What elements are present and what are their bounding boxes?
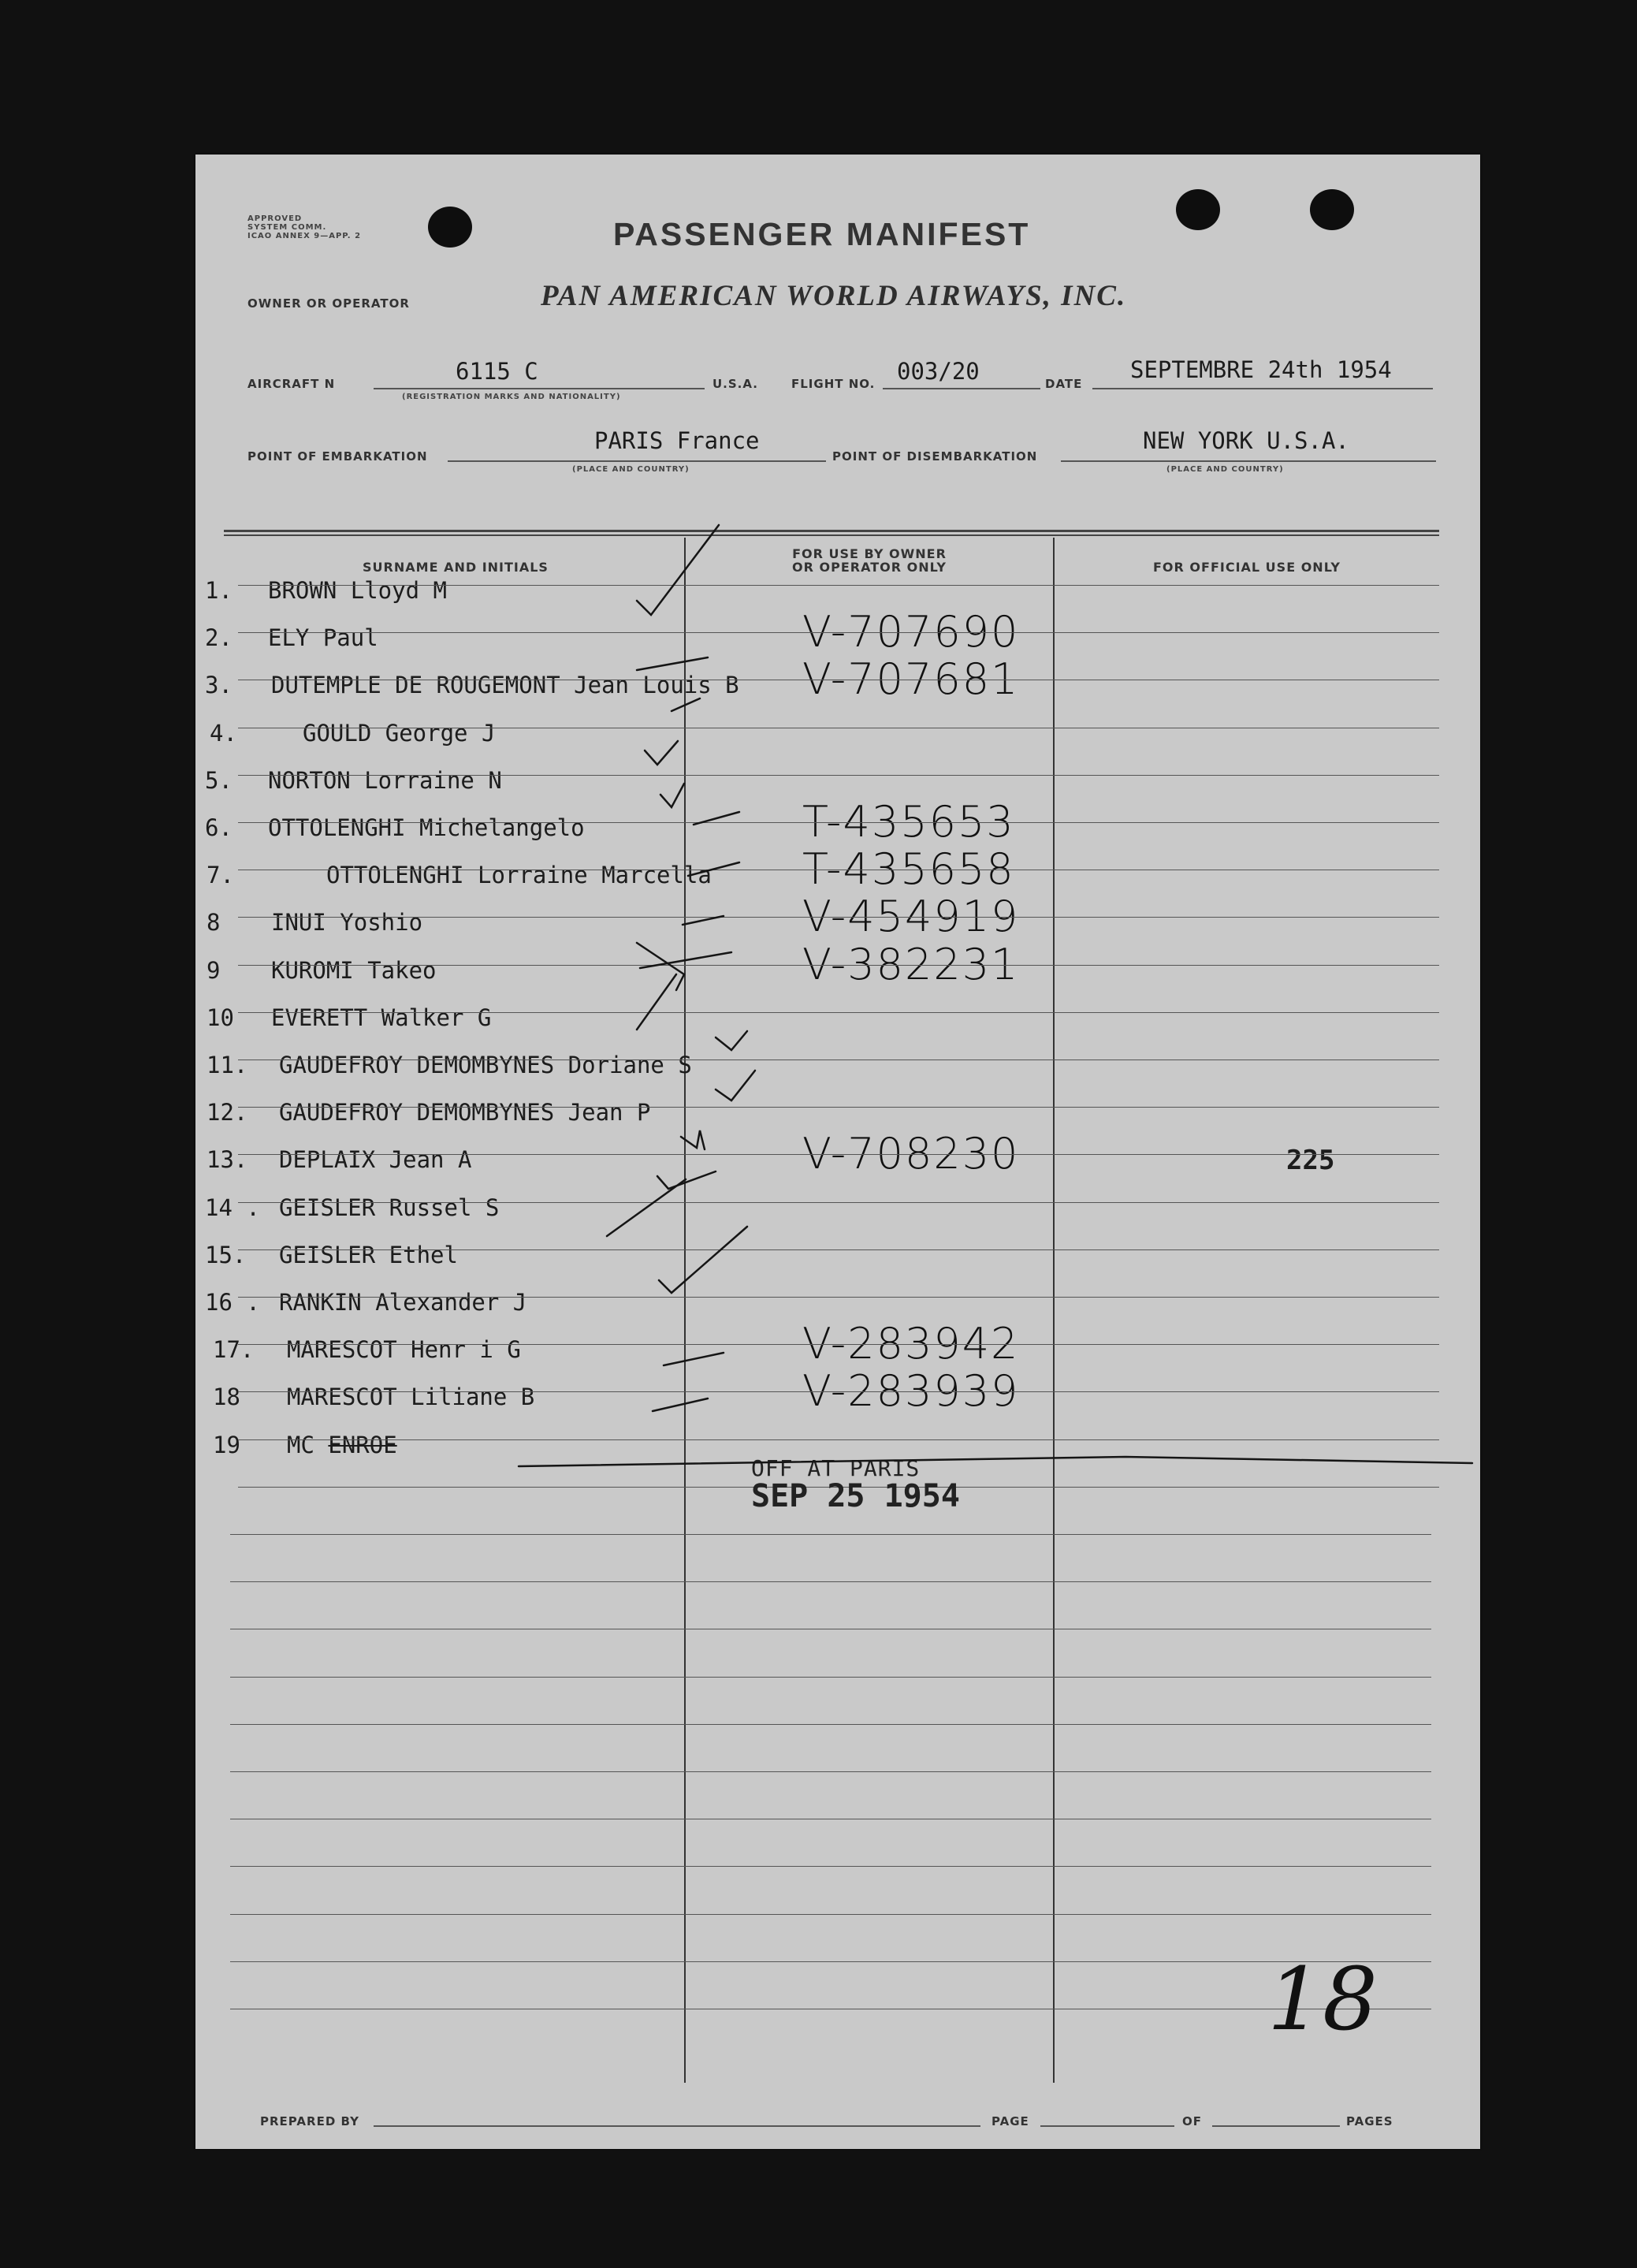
col-header-operator [686,547,1053,574]
row-rule [230,1534,1431,1535]
document-number: V-707690 [802,607,1020,657]
passenger-name [271,672,739,698]
flight-value: 003/20 [897,358,980,385]
flight-label: FLIGHT NO. [791,377,876,391]
row-number: 9 [206,956,221,984]
registration-note: (REGISTRATION MARKS AND NATIONALITY) [402,393,621,401]
check-mark [607,1179,686,1236]
passenger-name [287,1384,534,1410]
passenger-name-text: ELY Paul [268,624,378,652]
punch-hole [428,207,472,248]
embark-value: PARIS France [594,427,760,454]
row-number: 16 . [205,1289,260,1316]
row-rule [238,917,1439,918]
check-mark [672,698,700,711]
passenger-name [268,814,585,841]
row-number: 3. [205,672,233,699]
passenger-name [271,909,422,936]
passenger-name-text: MARESCOT Henr i G [287,1336,521,1364]
passenger-name [279,1242,458,1268]
prepared-by-line [374,2125,980,2127]
off-at-paris-stamp [751,1455,960,1514]
row-rule [238,822,1439,823]
check-mark [637,974,676,1030]
passenger-name-text: OTTOLENGHI Lorraine Marcella [326,862,712,889]
document-number: V-454919 [802,892,1020,942]
column-divider [1053,538,1055,2083]
row-rule [230,1866,1431,1867]
document-number: V-707681 [802,654,1020,705]
row-number: 8 [206,909,221,937]
row-number: 1. [205,577,233,604]
date-line [1092,388,1433,389]
stamp-line2: SEP 25 1954 [751,1478,960,1514]
stamp-line1: OFF AT PARIS [751,1455,921,1481]
row-number: 18 [213,1384,240,1411]
manifest-sheet [195,155,1480,2149]
passenger-name-text: GOULD George J [303,719,496,747]
passenger-name-text: INUI Yoshio [271,909,423,937]
approval-line: SYSTEM COMM. [247,223,327,232]
passenger-name-text: OTTOLENGHI Michelangelo [268,814,585,841]
row-number: 12. [206,1099,248,1127]
page-note: 18 [1267,1949,1378,2050]
check-mark [653,1398,708,1411]
passenger-name [271,957,437,984]
page-line [1040,2125,1174,2127]
row-rule [238,1391,1439,1392]
table-top-rule [224,534,1439,536]
passenger-name [279,1146,471,1173]
passenger-name-text: GEISLER Ethel [279,1241,458,1268]
passenger-name-text: DUTEMPLE DE ROUGEMONT Jean Louis B [271,672,739,699]
aircraft-line [374,388,705,389]
official-value: 225 [1286,1145,1335,1177]
row-rule [230,1771,1431,1772]
passenger-name [279,1099,650,1126]
place-note: (PLACE AND COUNTRY) [572,465,690,474]
row-number: 15. [205,1241,247,1268]
row-number: 7. [206,862,234,889]
row-number: 4. [210,719,237,747]
passenger-name [279,1052,692,1078]
prepared-by-label: PREPARED BY [260,2114,359,2128]
check-mark [664,1353,724,1365]
of-label: OF [1182,2114,1202,2128]
row-rule [238,1249,1439,1250]
place-note: (PLACE AND COUNTRY) [1166,465,1284,474]
row-rule [230,1677,1431,1678]
col-header-surname: SURNAME AND INITIALS [363,560,549,575]
row-rule [238,1107,1439,1108]
passenger-name [279,1194,499,1221]
passenger-name-text: MARESCOT Liliane B [287,1384,535,1411]
passenger-name-text: EVERETT Walker G [271,1004,492,1031]
disembark-value: NEW YORK U.S.A. [1143,427,1349,454]
form-title: PASSENGER MANIFEST [613,216,1031,252]
passenger-name-text: GEISLER Russel S [279,1194,500,1221]
row-rule [238,1297,1439,1298]
embark-line [448,460,826,462]
approval-line: ICAO ANNEX 9—APP. 2 [247,232,362,240]
row-rule [230,1961,1431,1962]
row-number: 14 . [205,1194,260,1221]
date-value: SEPTEMBRE 24th 1954 [1130,356,1392,383]
passenger-name-text: DEPLAIX Jean A [279,1146,472,1174]
row-number: 19 [213,1431,240,1458]
row-rule [238,1439,1439,1440]
passenger-name-text: GAUDEFROY DEMOMBYNES Jean P [279,1099,651,1127]
col-header-line: OR OPERATOR ONLY [792,560,947,575]
passenger-name-text: NORTON Lorraine N [268,766,502,794]
check-mark [657,1171,716,1189]
passenger-name [271,1004,491,1031]
disembark-line [1061,460,1436,462]
disembark-label: POINT OF DISEMBARKATION [832,449,1038,464]
passenger-name [287,1432,397,1458]
row-rule [238,632,1439,633]
aircraft-label: AIRCRAFT N [247,377,336,391]
approval-line: APPROVED [247,214,303,223]
check-mark [637,657,708,670]
row-rule [230,1724,1431,1725]
row-number: 13. [206,1146,248,1174]
passenger-name [287,1336,521,1363]
column-divider [684,538,686,2083]
row-rule [238,1344,1439,1345]
row-number: 2. [205,624,233,652]
passenger-name [279,1289,526,1316]
aircraft-value: 6115 C [456,358,538,385]
owner-value: PAN AMERICAN WORLD AIRWAYS, INC. [541,280,1127,312]
document-number: V-708230 [802,1129,1020,1179]
row-number: 11. [206,1052,248,1078]
passenger-name [268,624,378,651]
punch-hole [1310,189,1354,230]
row-rule [238,1202,1439,1203]
usa-label: U.S.A. [712,377,758,391]
passenger-name-text: BROWN Lloyd M [268,577,447,604]
row-rule [238,775,1439,776]
document-number: V-283939 [802,1366,1020,1417]
document-number: V-382231 [802,939,1020,989]
check-mark [645,741,678,765]
row-rule [230,1581,1431,1582]
approval-stamp [247,214,361,240]
flight-line [883,388,1040,389]
of-line [1212,2125,1340,2127]
document-number: T-435658 [802,844,1015,895]
passenger-name [268,767,502,794]
check-mark [660,784,684,807]
row-rule [238,1154,1439,1155]
pages-label: PAGES [1346,2114,1393,2128]
passenger-name [303,720,495,747]
date-label: DATE [1045,377,1083,391]
struck-name-text: ENROE [328,1431,397,1458]
check-mark [716,1071,755,1100]
passenger-name-text: MC [287,1431,314,1458]
page-label: PAGE [992,2114,1029,2128]
passenger-name-text: GAUDEFROY DEMOMBYNES Doriane S [279,1052,692,1078]
col-header-official: FOR OFFICIAL USE ONLY [1153,560,1341,575]
row-number: 6. [205,814,233,841]
table-top-rule [224,530,1439,532]
document-number: T-435653 [802,797,1015,847]
row-rule [238,965,1439,966]
row-number: 5. [205,766,233,794]
check-mark [716,1031,747,1050]
check-mark [519,1457,1472,1466]
check-mark [659,1227,747,1293]
owner-label: OWNER OR OPERATOR [247,296,410,311]
passenger-name-text: RANKIN Alexander J [279,1289,527,1316]
passenger-name [326,862,712,888]
row-rule [238,585,1439,586]
punch-hole [1176,189,1220,230]
row-rule [238,1012,1439,1013]
embark-label: POINT OF EMBARKATION [247,449,428,464]
row-number: 17. [213,1336,255,1364]
document-number: V-283942 [802,1319,1020,1369]
col-header-line: FOR USE BY OWNER [792,546,947,561]
passenger-name [268,577,447,604]
row-rule [230,1914,1431,1915]
passenger-name-text: KUROMI Takeo [271,956,437,984]
row-number: 10 [206,1004,234,1031]
